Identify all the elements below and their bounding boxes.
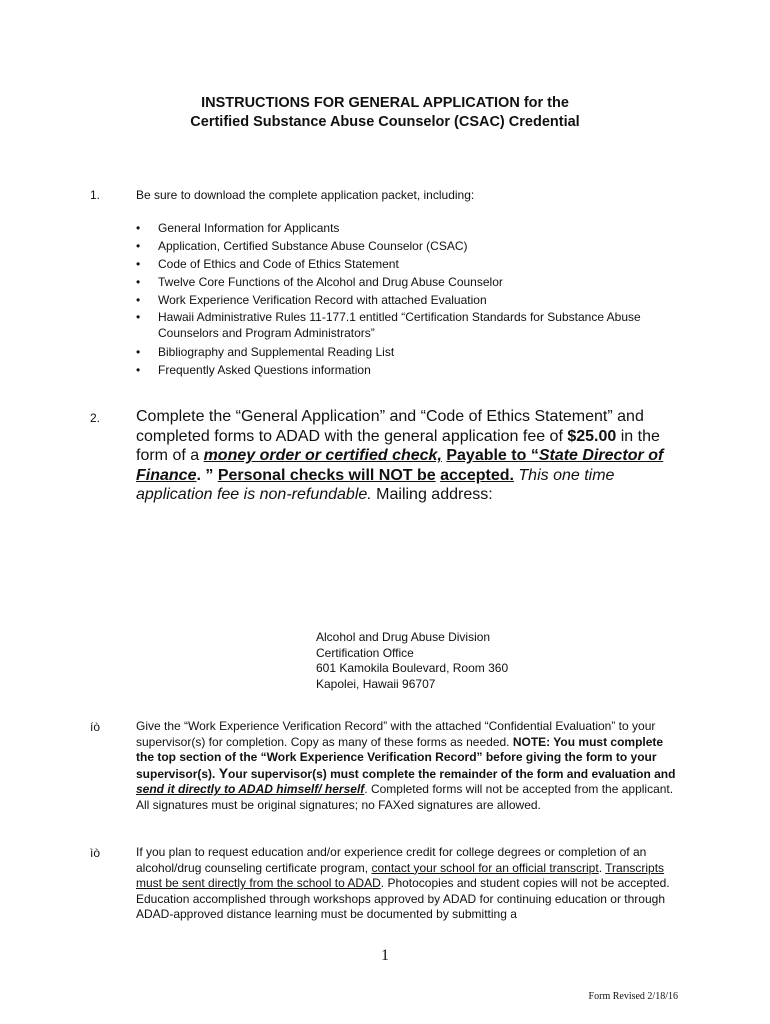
item-3-paragraph <box>136 719 684 813</box>
address-line: Alcohol and Drug Abuse Division <box>316 630 491 644</box>
personal-checks-warning: Personal checks will NOT be <box>217 466 436 484</box>
note-text: our supervisor(s) must complete the remainder of the form and evaluation and <box>228 766 676 781</box>
text: . Photocopies and student copies will not be accepted. Education accomplished through workshops approved by ADAD for continuing education or through ADAD-approved distance learning must be documented by submitting a <box>136 876 670 921</box>
contact-school-note: contact your school for an official transcript <box>371 860 599 875</box>
note-text: NOTE: You must complete the top section of the “Work Experience Verification Record” before giving the form to your supervisor(s). <box>136 734 664 781</box>
text: Mailing address: <box>371 486 493 503</box>
text: . ” <box>196 466 218 484</box>
item-4-number: ìò <box>90 846 101 860</box>
list-item: • Frequently Asked Questions information <box>136 361 676 379</box>
text: If you plan to request education and/or experience credit for college degrees or completion of an alcohol/drug counseling certificate program, <box>136 845 647 875</box>
list-item: • Hawaii Administrative Rules 11-177.1 entitled “Certification Standards for Substance Abuse Counselors and Program Administrators” <box>136 309 676 341</box>
item-2-paragraph <box>136 407 676 505</box>
text: Complete the “General Application” and “Code of Ethics Statement” and completed forms to ADAD with the general application fee of <box>136 408 644 445</box>
list-item: • General Information for Applicants <box>136 219 676 237</box>
item-1-number: 1. <box>90 188 101 202</box>
document-title-line-2: Certified Substance Abuse Counselor (CSAC) Credential <box>190 114 580 130</box>
transcripts-note: Transcripts must be sent directly from the school to ADAD <box>136 860 665 890</box>
packet-contents-list <box>136 219 676 379</box>
accepted-text: accepted. <box>440 466 514 484</box>
list-item: • Twelve Core Functions of the Alcohol and Drug Abuse Counselor <box>136 273 676 291</box>
address-line: Certification Office <box>316 645 414 660</box>
item-4-paragraph <box>136 845 684 923</box>
fee-amount: $25.00 <box>567 427 617 445</box>
text: . Completed forms will not be accepted from the applicant. All signatures must be original signatures; no FAXed signatures are allowed. <box>136 782 674 812</box>
payment-method: money order or certified check, <box>203 447 442 464</box>
note-capital: Y <box>218 764 229 781</box>
page-number: 1 <box>381 947 389 964</box>
text: . <box>598 860 606 875</box>
text: Give the “Work Experience Verification Record” with the attached “Confidential Evaluation” to your supervisor(s) for completion. Copy as many of these forms as needed. <box>136 719 656 749</box>
list-item: • Code of Ethics and Code of Ethics Statement <box>136 255 676 273</box>
payable-to: Payable to “ <box>446 447 539 464</box>
item-3-number: íò <box>90 720 101 734</box>
item-1-intro: Be sure to download the complete application packet, including: <box>136 188 475 202</box>
payee: State Director of Finance <box>136 447 664 484</box>
list-item: • Bibliography and Supplemental Reading List <box>136 343 676 361</box>
list-item: • Application, Certified Substance Abuse Counselor (CSAC) <box>136 237 676 255</box>
send-directly-note: send it directly to ADAD himself/ herself <box>136 782 365 796</box>
address-line: Kapolei, Hawaii 96707 <box>316 676 436 691</box>
non-refundable-note: This one time application fee is non-refundable. <box>136 466 615 503</box>
address-line: 601 Kamokila Boulevard, Room 360 <box>316 661 509 675</box>
text: in the form of a <box>136 427 660 464</box>
document-title-line-1: INSTRUCTIONS FOR GENERAL APPLICATION for the <box>201 95 569 111</box>
mailing-address <box>316 630 508 692</box>
item-2-number: 2. <box>90 411 101 425</box>
list-item: • Work Experience Verification Record with attached Evaluation <box>136 291 676 309</box>
form-revised-date: Form Revised 2/18/16 <box>588 991 678 1002</box>
